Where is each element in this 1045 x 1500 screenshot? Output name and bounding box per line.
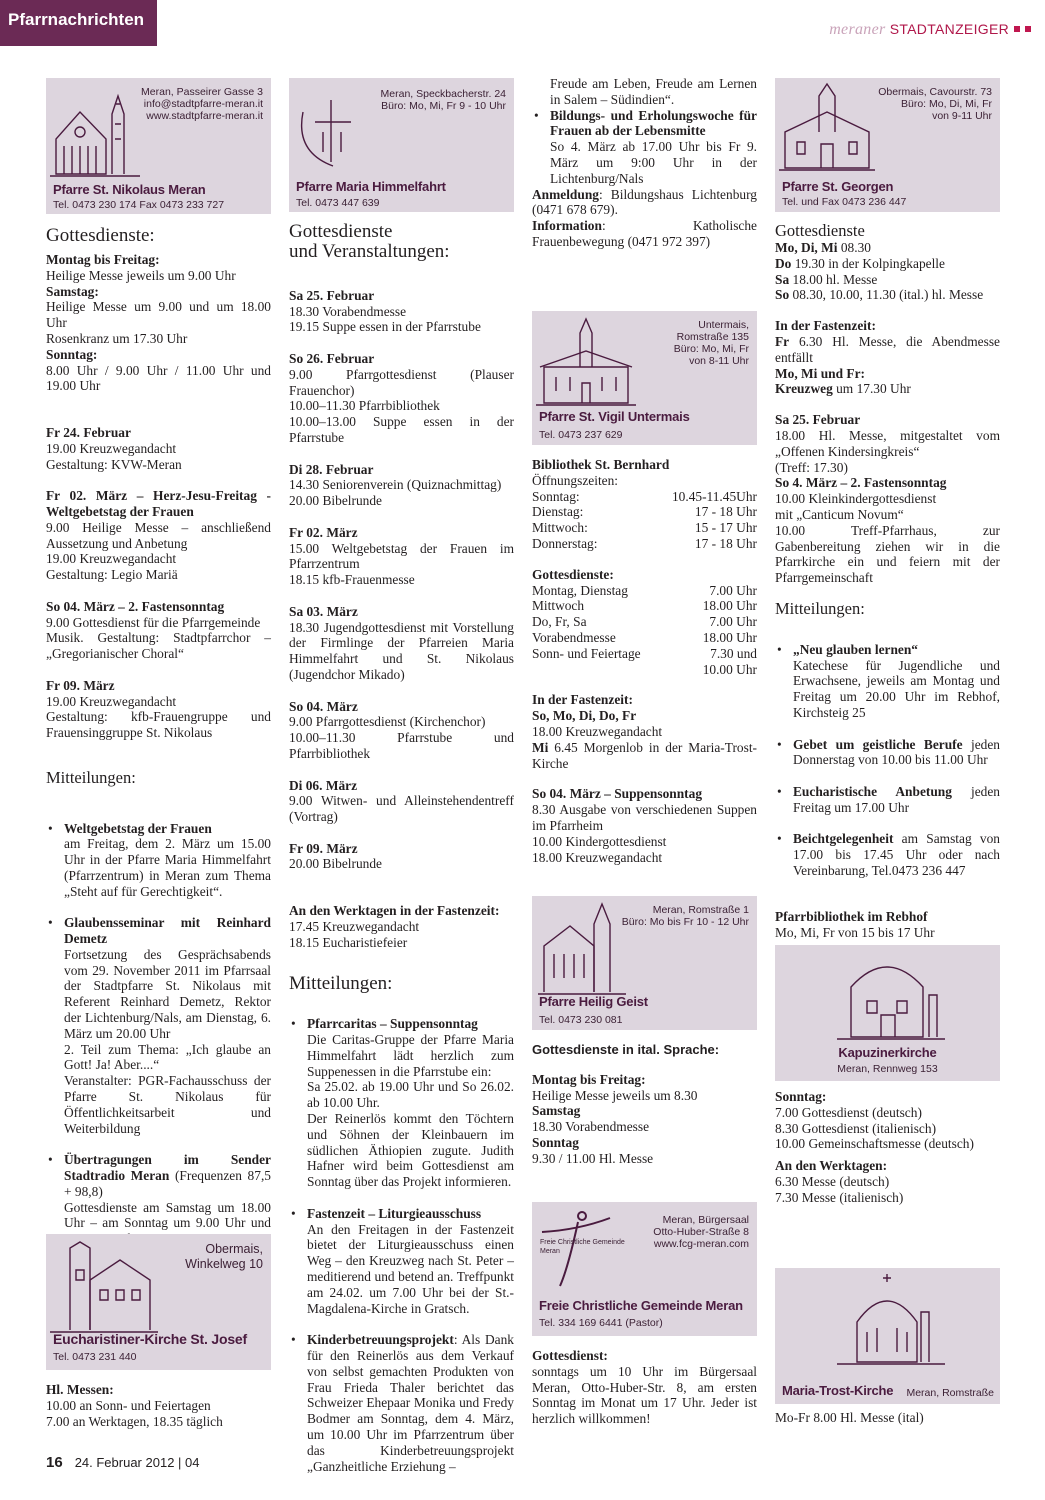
geist-content: Gottesdienste in ital. Sprache: Montag bis Freitag: Heilige Messe jeweils um 8.30 Samstag 18.30 Vorabendmesse Sonntag 9.30 / 11.00 Hl. Messe [532,1042,720,1166]
church-josef-icon [50,1240,160,1336]
church-geist-icon [538,900,628,996]
himmelfahrt-mitteilungen: • Pfarrcaritas – Suppensonntag Die Caritas-Gruppe der Pfarre Maria Himmelfahrt lädt herzlich zum Suppenessen in die Pfarrstube ein: Sa 25.02. ab 19.00 Uhr und So 26.02. ab 10.00 Uhr. Der Reinerlös kommt den Töchtern und Söhnen der Kleinbauern im südlichen Äthiopien zugute. Judith Hafner wird beim Gottesdienst am Sonntag über das Projekt informieren. • Fastenzeit – Liturgieausschuss An den Freitagen in der Fastenzeit bietet der Liturgieausschuss einen Weg – den Kreuzweg nach St. Peter – meditierend und betend an. Treffpunkt am 24.02. um 7.00 Uhr bei der St.-Magdalena-Kirche in Gratsch. • Kinderbetreuungsprojekt: Als Dank für den Reinerlös aus dem Verkauf von selbst gemachten Produkten von Frau Frieda Thaler berichtet das Schweizer Ehepaar Monika und Fredy Bodmer am Sonntag, dem 4. März, um 10.00 Uhr im Pfarrzentrum über das Kinderbetreuungsprojekt „Ganzheitliche Erziehung – [289,1000,514,1490]
church-nikolaus-icon [50,84,142,184]
church-trost-icon [837,1272,947,1368]
vigil-content: Bibliothek St. Bernhard Öffnungszeiten: Sonntag: 10.45-11.45Uhr Dienstag: 17 - 18 Uhr Mittwoch: 15 - 17 Uhr Donnerstag: 17 - 18 Uhr Gottesdienste: Montag, Dienstag 7.00 Uhr Mittwoch 18.00 Uhr Do, Fr, Sa 7.00 Uhr Vorabendmesse 18.00 Uhr Sonn- und Feiertage 7.30 und 10.00 Uhr In der Fastenzeit: So, Mo, Di, Do, Fr 18.00 Kreuzwegandacht Mi 6.45 Morgenlob in der Maria-Trost-Kirche So 04. März – Suppensonntag 8.30 Ausgabe von verschiedenen Suppen im Pfarrheim 10.00 Kindergottesdienst 18.00 Kreuzwegandacht [532,457,757,865]
nikolaus-content: Gottesdienste: Montag bis Freitag: Heilige Messe jeweils um 9.00 Uhr Samstag: Heilige Messe um 9.00 und um 18.00 Uhr Rosenkranz um 17.30 Uhr Sonntag: 8.00 Uhr / 9.00 Uhr / 11.00 Uhr und 19.00 Uhr Fr 24. Februar 19.00 Kreuzwegandacht Gestaltung: KVW-Meran Fr 02. März – Herz-Jesu-Freitag - Weltgebetstag der Frauen 9.00 Heilige Messe – anschließend Aussetzung und Anbetung 19.00 Kreuzwegandacht Gestaltung: Legio Mariä So 04. März – 2. Fastensonntag 9.00 Gottesdienst für die Pfarrgemeinde Musik. Gestaltung: Stadtpfarrchor – „Gregorianischer Choral“ Fr 09. März 19.00 Kreuzwegandacht Gestaltung: kfb-Frauengruppe und Frauensinggruppe St. Nikolaus Mitteilungen: • Weltgebetstag der Frauen am Freitag, dem 2. März um 15.00 Uhr in der Pfarre Maria Himmelfahrt (Pfarrzentrum) in Meran zum Thema „Steht auf für Gerechtigkeit“. • Glaubensseminar mit Reinhard Demetz Fortsetzung des Gesprächsabends vom 29. November 2011 im Pfarrsaal der Stadtpfarre St. Nikolaus mit Referent Reinhard Demetz, Rektor der Lichtenburg/Nals, am Dienstag, 6. März um 20.00 Uhr 2. Teil zum Thema: „Ich glaube an Gott! Ja! Aber....“ Veranstalter: PGR-Fachausschuss der Pfarre St. Nikolaus für Öffentlichkeitsarbeit und Weiterbildung • Übertragungen im Sender Stadtradio Meran (Frequenzen 87,5 + 98,8) Gottesdienste am Samstag um 18.00 Uhr – am Sonntag um 9.00 Uhr und [46,226,271,1263]
church-kapuziner-icon [837,951,947,1043]
georg-content: Gottesdienste Mo, Di, Mi 08.30 Do 19.30 in der Kolpingkapelle Sa 18.00 hl. Messe So 08.30, 10.00, 11.30 (ital.) hl. Messe In der Fastenzeit: Fr 6.30 Hl. Messe, die Abendmesse entfällt Mo, Mi und Fr: Kreuzweg um 17.30 Uhr Sa 25. Februar 18.00 Hl. Messe, mitgestaltet vom „Offenen Kindersingkreis“ (Treff: 17.30) So 4. März – 2. Fastensonntag 10.00 Kleinkindergottesdienst mit „Canticum Novum“ 10.00 Treff-Pfarrhaus, zur Gabenbereitung ziehen wir in die Pfarrkirche ein und feiern mit der Pfarrgemeinschaft Mitteilungen: • „Neu glauben lernen“ Katechese für Jugendliche und Erwachsene, jeweils am Montag und Freitag um 20.00 Uhr im Rebhof, Kirchsteig 25 • Gebet um geistliche Berufe jeden Donnerstag von 10.00 bis 11.00 Uhr • Eucharistische Anbetung jeden Freitag um 17.00 Uhr • Beichtgelegenheit am Samstag von 17.00 bis 17.45 Uhr oder nach Vereinbarung, Tel.0473 236 447 Pfarrbibliothek im Rebhof Mo, Mi, Fr von 15 bis 17 Uhr [775,222,1000,941]
georg-box: Obermais, Cavourstr. 73 Büro: Mo, Di, Mi, Fr von 9-11 Uhr Pfarre St. Georgen Tel. und Fax 0473 236 447 [775,78,1000,212]
fcg-box: Freie Christliche Gemeinde Meran Meran, Bürgersaal Otto-Huber-Straße 8 www.fcg-meran.com Freie Christliche Gemeinde Meran Tel. 334 169 6441 (Pastor) [532,1202,757,1336]
himmelfahrt-box: Meran, Speckbacherstr. 24 Büro: Mo, Mi, Fr 9 - 10 Uhr Pfarre Maria Himmelfahrt Tel. 0473 447 639 [289,78,514,212]
church-vigil-icon [536,317,636,409]
nikolaus-mitteilungen: • Weltgebetstag der Frauen am Freitag, dem 2. März um 15.00 Uhr in der Pfarre Maria Himmelfahrt (Pfarrzentrum) in Meran zum Thema „Steht auf für Gerechtigkeit“. • Glaubensseminar mit Reinhard Demetz Fortsetzung des Gesprächsabends vom 29. November 2011 im Pfarrsaal der Stadtpfarre St. Nikolaus mit Referent Reinhard Demetz, Rektor der Lichtenburg/Nals, am Dienstag, 6. März um 20.00 Uhr 2. Teil zum Thema: „Ich glaube an Gott! Ja! Aber....“ Veranstalter: PGR-Fachausschuss der Pfarre St. Nikolaus für Öffentlichkeitsarbeit und Weiterbildung • Übertragungen im Sender Stadtradio Meran (Frequenzen 87,5 + 98,8) Gottesdienste am Samstag um 18.00 Uhr – am Sonntag um 9.00 Uhr und [46,805,271,1263]
georg-mitteilungen: • „Neu glauben lernen“ Katechese für Jugendliche und Erwachsene, jeweils am Montag und Freitag um 20.00 Uhr im Rebhof, Kirchsteig 25 • Gebet um geistliche Berufe jeden Donnerstag von 10.00 bis 11.00 Uhr • Eucharistische Anbetung jeden Freitag um 17.00 Uhr • Beichtgelegenheit am Samstag von 17.00 bis 17.45 Uhr oder nach Vereinbarung, Tel.0473 236 447 [775,626,1000,895]
josef-content: Hl. Messen: 10.00 an Sonn- und Feiertagen 7.00 an Werktagen, 18.35 täglich [46,1382,223,1429]
trost-box: Maria-Trost-Kirche Meran, Romstraße [775,1268,1000,1404]
kapuziner-content: Sonntag: 7.00 Gottesdienst (deutsch) 8.30 Gottesdienst (italienisch) 10.00 Gemeinschaftsmesse (deutsch) An den Werktagen: 6.30 Messe (deutsch) 7.30 Messe (italienisch) [775,1089,974,1205]
parish-tel: Tel. 0473 230 174 Fax 0473 233 727 [53,199,225,211]
nikolaus-gd: Montag bis Freitag: Heilige Messe jeweils um 9.00 Uhr Samstag: Heilige Messe um 9.00 und um 18.00 Uhr Rosenkranz um 17.30 Uhr Sonntag: 8.00 Uhr / 9.00 Uhr / 11.00 Uhr und 19.00 Uhr [46,252,271,394]
nikolaus-events: Fr 24. Februar 19.00 Kreuzwegandacht Gestaltung: KVW-Meran Fr 02. März – Herz-Jesu-Freitag - Weltgebetstag der Frauen 9.00 Heilige Messe – anschließend Aussetzung und Anbetung 19.00 Kreuzwegandacht Gestaltung: Legio Mariä So 04. März – 2. Fastensonntag 9.00 Gottesdienst für die Pfarrgemeinde Musik. Gestaltung: Stadtpfarrchor – „Gregorianischer Choral“ Fr 09. März 19.00 Kreuzwegandacht Gestaltung: kfb-Frauengruppe und Frauensinggruppe St. Nikolaus [46,424,271,741]
himmelfahrt-events: Sa 25. Februar 18.30 Vorabendmesse 19.15 Suppe essen in der Pfarrstube So 26. Februar 9.00 Pfarrgottesdienst (Plauser Frauenchor) 10.00–11.30 Pfarrbibliothek 10.00–13.00 Suppe essen in der Pfarrstube Di 28. Februar 14.30 Seniorenverein (Quiznachmittag) 20.00 Bibelrunde Fr 02. März 15.00 Weltgebetstag der Frauen im Pfarrzentrum 18.15 kfb-Frauenmesse Sa 03. März 18.30 Jugendgottesdienst mit Vorstellung der Firmlinge der Pfarreien Maria Himmelfahrt und St. Nikolaus (Jugendchor Mikado) So 04. März 9.00 Pfarrgottesdienst (Kirchenchor) 10.00–11.30 Pfarrstube und Pfarrbibliothek Di 06. März 9.00 Witwen- und Alleinstehendentreff (Vortrag) Fr 09. März 20.00 Bibelrunde [289,287,514,872]
church-georg-icon [779,82,875,176]
geist-box: Meran, Romstraße 1 Büro: Mo bis Fr 10 - 12 Uhr Pfarre Heilig Geist Tel. 0473 230 081 [532,896,757,1030]
kapuziner-box: Kapuzinerkirche Meran, Rennweg 153 [775,945,1000,1081]
col3-top: Freude am Leben, Freude am Lernen in Salem – Südindien“. • Bildungs- und Erholungswoche für Frauen ab der Lebensmitte So 4. März ab 17.00 Uhr bis Fr 9. März um 9:00 Uhr in der Lichtenburg/Nals Anmeldung: Bildungshaus Lichtenburg (0471 678 679). Information: Katholische Frauenbewegung (0471 972 397) [532,76,757,250]
trost-content: Mo-Fr 8.00 Hl. Messe (ital) [775,1410,924,1425]
josef-box: Obermais, Winkelweg 10 Eucharistiner-Kirche St. Josef Tel. 0473 231 440 [46,1234,271,1370]
cross-logo-icon [293,92,373,172]
himmelfahrt-content: Gottesdienste und Veranstaltungen: Sa 25. Februar 18.30 Vorabendmesse 19.15 Suppe essen in der Pfarrstube So 26. Februar 9.00 Pfarrgottesdienst (Plauser Frauenchor) 10.00–11.30 Pfarrbibliothek 10.00–13.00 Suppe essen in der Pfarrstube Di 28. Februar 14.30 Seniorenverein (Quiznachmittag) 20.00 Bibelrunde Fr 02. März 15.00 Weltgebetstag der Frauen im Pfarrzentrum 18.15 kfb-Frauenmesse Sa 03. März 18.30 Jugendgottesdienst mit Vorstellung der Firmlinge der Pfarreien Maria Himmelfahrt und St. Nikolaus (Jugendchor Mikado) So 04. März 9.00 Pfarrgottesdienst (Kirchenchor) 10.00–11.30 Pfarrstube und Pfarrbibliothek Di 06. März 9.00 Witwen- und Alleinstehendentreff (Vortrag) Fr 09. März 20.00 Bibelrunde An den Werktagen in der Fastenzeit: 17.45 Kreuzwegandacht 18.15 Eucharistiefeier Mitteilungen: • Pfarrcaritas – Suppensonntag Die Caritas-Gruppe der Pfarre Maria Himmelfahrt lädt herzlich zum Suppenessen in die Pfarrstube ein: Sa 25.02. ab 19.00 Uhr und So 26.02. ab 10.00 Uhr. Der Reinerlös kommt den Töchtern und Söhnen der Kleinbauern im südlichen Äthiopien zugute. Judith Hafner wird beim Gottesdienst am Sonntag über das Projekt informieren. • Fastenzeit – Liturgieausschuss An den Freitagen in der Fastenzeit bietet der Liturgieausschuss einen Weg – den Kreuzweg nach St. Peter – meditierend und betend an. Treffpunkt am 24.02. um 7.00 Uhr bei der St.-Magdalena-Kirche in Gratsch. • Kinderbetreuungsprojekt: Als Dank für den Reinerlös aus dem Verkauf von selbst gemachten Produkten von Frau Frieda Thaler berichtet das Schweizer Ehepaar Monika und Fredy Bodmer am Sonntag, dem 4. März, um 10.00 Uhr im Pfarrzentrum über das Kinderbetreuungsprojekt „Ganzheitliche Erziehung – [289,222,514,1490]
parish-name: Pfarre St. Nikolaus Meran [53,182,206,197]
brand-logo: meraner STADTANZEIGER [829,22,1031,38]
page-footer: 16 24. Februar 2012 | 04 [46,1454,200,1471]
section-tab: Pfarrnachrichten [0,0,157,46]
vigil-box: Untermais, Romstraße 135 Büro: Mo, Mi, Fr von 8-11 Uhr Pfarre St. Vigil Untermais Tel. 0473 237 629 [532,311,757,445]
nikolaus-box: Meran, Passeirer Gasse 3 info@stadtpfarre-meran.it www.stadtpfarre-meran.it Pfarre St. Nikolaus Meran Tel. 0473 230 174 Fax 0473 233 727 [46,78,271,214]
fcg-content: Gottesdienst: sonntags um 10 Uhr im Bürgersaal Meran, Otto-Huber-Str. 8, am ersten Sonntag im Monat um 17 Uhr. Jeder ist herzlich willkommen! [532,1348,757,1427]
